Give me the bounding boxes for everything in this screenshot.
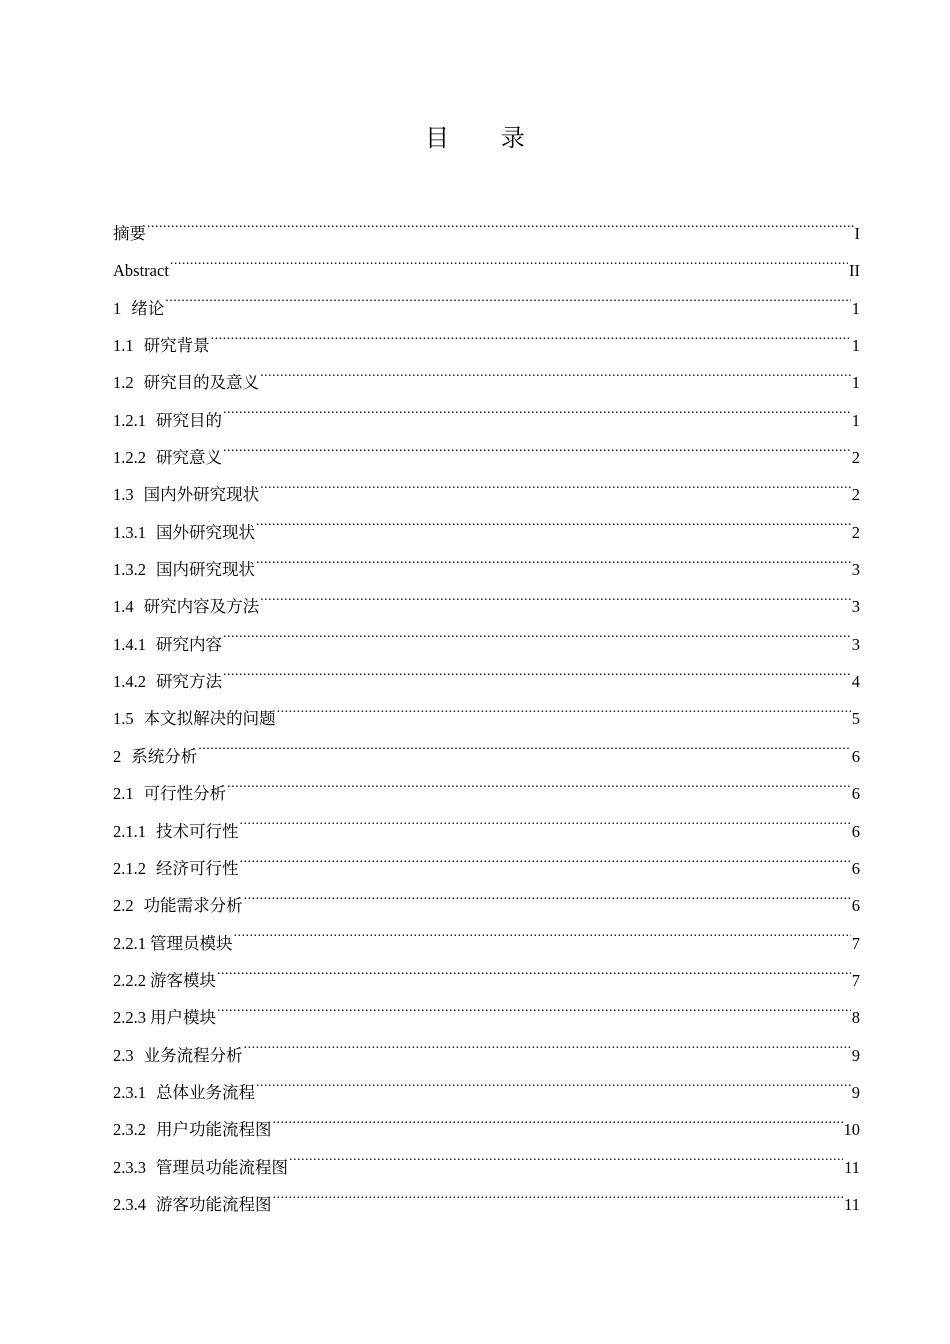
toc-entry-title: 管理员模块 xyxy=(150,933,233,953)
toc-entry[interactable] xyxy=(113,999,860,1036)
toc-entry[interactable] xyxy=(113,1037,860,1074)
toc-entry-title: 研究内容及方法 xyxy=(143,597,260,617)
toc-dot-leader xyxy=(217,970,851,986)
toc-entry[interactable] xyxy=(113,1149,860,1186)
toc-entry[interactable] xyxy=(113,327,860,364)
toc-dot-leader xyxy=(217,1007,851,1023)
toc-entry[interactable] xyxy=(113,626,860,663)
toc-entry-page: 1 xyxy=(851,336,860,356)
toc-entry[interactable] xyxy=(113,738,860,775)
toc-entry-page: 11 xyxy=(844,1157,860,1177)
toc-dot-leader xyxy=(170,260,848,276)
toc-entry-title: 研究方法 xyxy=(156,672,222,692)
toc-entry-page: 7 xyxy=(851,970,860,990)
toc-entry-page: I xyxy=(854,224,860,243)
toc-entry-number: 1.2.1 xyxy=(113,410,146,430)
toc-entry[interactable] xyxy=(113,476,860,513)
toc-entry-page: 2 xyxy=(851,485,860,505)
toc-dot-leader xyxy=(227,783,851,799)
toc-entry-title: 本文拟解决的问题 xyxy=(143,709,276,729)
toc-entry-title: 国内外研究现状 xyxy=(143,485,260,505)
toc-dot-leader xyxy=(240,858,851,874)
toc-entry-title: 研究背景 xyxy=(143,336,210,356)
toc-entry-number: 2.1 xyxy=(113,784,134,804)
toc-entry-title: 功能需求分析 xyxy=(143,896,243,916)
toc-entry-title: 用户功能流程图 xyxy=(156,1120,272,1140)
toc-dot-leader xyxy=(289,1157,843,1173)
toc-entry-page: 1 xyxy=(851,298,860,318)
toc-entry[interactable] xyxy=(113,439,860,476)
toc-entry-number: 2.2 xyxy=(113,896,134,916)
toc-entry-number: 1.4.1 xyxy=(113,634,146,654)
toc-entry[interactable] xyxy=(113,402,860,439)
toc-entry-number: 2.1.1 xyxy=(113,821,146,841)
toc-entry-title: 可行性分析 xyxy=(143,784,227,804)
toc-dot-leader xyxy=(273,1194,844,1210)
toc-entry-page: 9 xyxy=(851,1082,860,1102)
toc-entry[interactable] xyxy=(113,364,860,401)
toc-entry-number: 2.3.4 xyxy=(113,1194,146,1214)
toc-entry[interactable] xyxy=(113,962,860,999)
toc-entry-page: 1 xyxy=(851,410,860,430)
toc-dot-leader xyxy=(277,708,851,724)
toc-entry-page: 5 xyxy=(851,709,860,729)
toc-title: 目 录 xyxy=(425,124,547,152)
toc-dot-leader xyxy=(198,746,851,762)
toc-dot-leader xyxy=(256,522,851,538)
toc-entry-number: 1.4 xyxy=(113,597,134,617)
toc-entry-page: 3 xyxy=(851,597,860,617)
toc-entry-title: 绪论 xyxy=(131,298,165,318)
toc-entry-number: 1.3 xyxy=(113,485,134,505)
toc-entry-title: 总体业务流程 xyxy=(156,1082,255,1102)
toc-entry-page: 6 xyxy=(851,896,860,916)
toc-dot-leader xyxy=(260,484,851,500)
toc-entry[interactable] xyxy=(113,1186,860,1223)
toc-entry[interactable] xyxy=(113,551,860,588)
toc-entry-page: 2 xyxy=(851,522,860,542)
toc-dot-leader xyxy=(260,596,851,612)
toc-entry-page: II xyxy=(849,261,860,281)
toc-entry-number: 2 xyxy=(113,746,122,766)
toc-entry-page: 6 xyxy=(851,784,860,804)
toc-entry-page: 11 xyxy=(844,1194,860,1214)
toc-entry[interactable] xyxy=(113,1074,860,1111)
toc-entry-page: 9 xyxy=(851,1045,860,1065)
toc-entry-title: 游客模块 xyxy=(150,970,216,990)
toc-entry-number: 1.2 xyxy=(113,373,134,393)
toc-entry-number: 2.2.2 xyxy=(113,970,146,990)
toc-entry-number: 2.3.2 xyxy=(113,1120,146,1140)
toc-dot-leader xyxy=(256,559,851,575)
toc-entry-number: 1.3.2 xyxy=(113,560,146,580)
toc-entry[interactable] xyxy=(113,850,860,887)
toc-entry-title: 技术可行性 xyxy=(156,821,239,841)
toc-entry-number: 2.1.2 xyxy=(113,858,146,878)
toc-entry-page: 7 xyxy=(851,933,860,953)
toc-dot-leader xyxy=(223,447,851,463)
toc-entry-number: 1 xyxy=(113,298,122,318)
toc-dot-leader xyxy=(223,634,851,650)
toc-entry-title: 系统分析 xyxy=(131,746,198,766)
toc-entry-title: 经济可行性 xyxy=(156,858,239,878)
toc-dot-leader xyxy=(223,410,851,426)
toc-entry-title: 游客功能流程图 xyxy=(156,1194,272,1214)
toc-entry[interactable] xyxy=(113,663,860,700)
toc-entry-page: 6 xyxy=(851,821,860,841)
toc-entry-number: 2.2.3 xyxy=(113,1008,146,1028)
toc-entry-title: 国内研究现状 xyxy=(156,560,255,580)
toc-entry-page: 8 xyxy=(851,1008,860,1028)
toc-entry-title: 摘要 xyxy=(113,224,146,243)
toc-entry-title: 研究目的及意义 xyxy=(143,373,260,393)
toc-entry[interactable] xyxy=(113,775,860,812)
toc-dot-leader xyxy=(234,933,851,949)
toc-entry-page: 6 xyxy=(851,746,860,766)
toc-entry[interactable] xyxy=(113,514,860,551)
toc-entry-number: 2.3.1 xyxy=(113,1082,146,1102)
toc-dot-leader xyxy=(273,1119,843,1135)
toc-entry-page: 4 xyxy=(851,672,860,692)
toc-entry-title: 用户模块 xyxy=(150,1008,216,1028)
toc-dot-leader xyxy=(223,671,851,687)
toc-entry-title: 业务流程分析 xyxy=(143,1045,243,1065)
toc-entry-number: 2.2.1 xyxy=(113,933,146,953)
toc-entry[interactable] xyxy=(113,215,860,252)
toc-dot-leader xyxy=(211,335,851,351)
toc-entry[interactable] xyxy=(113,1111,860,1148)
toc-entry-number: 1.1 xyxy=(113,336,134,356)
toc-entry-number: 1.4.2 xyxy=(113,672,146,692)
toc-entry-number: 1.3.1 xyxy=(113,522,146,542)
toc-dot-leader xyxy=(244,1045,851,1061)
toc-entry[interactable] xyxy=(113,700,860,737)
toc-entry[interactable] xyxy=(113,813,860,850)
toc-entry-number: 2.3.3 xyxy=(113,1157,146,1177)
toc-entry-page: 6 xyxy=(851,858,860,878)
toc-entry-title: 国外研究现状 xyxy=(156,522,255,542)
toc-entry-page: 2 xyxy=(851,448,860,468)
toc-entry-title: 研究内容 xyxy=(156,634,222,654)
toc-entry-page: 1 xyxy=(851,373,860,393)
toc-entry-number: 2.3 xyxy=(113,1045,134,1065)
toc-entry[interactable] xyxy=(113,252,860,289)
toc-entry-title: Abstract xyxy=(113,261,169,281)
toc-entry-number: 1.2.2 xyxy=(113,448,146,468)
toc-list xyxy=(113,215,860,1223)
toc-entry[interactable] xyxy=(113,588,860,625)
toc-entry-page: 3 xyxy=(851,560,860,580)
toc-entry-number: 1.5 xyxy=(113,709,134,729)
toc-entry-title: 管理员功能流程图 xyxy=(156,1157,288,1177)
toc-entry[interactable] xyxy=(113,925,860,962)
toc-entry[interactable] xyxy=(113,887,860,924)
toc-entry-page: 3 xyxy=(851,634,860,654)
toc-dot-leader xyxy=(240,821,851,837)
toc-dot-leader xyxy=(244,895,851,911)
toc-dot-leader xyxy=(147,223,854,239)
toc-dot-leader xyxy=(165,298,851,314)
toc-entry-title: 研究意义 xyxy=(156,448,222,468)
toc-dot-leader xyxy=(256,1082,851,1098)
toc-entry-page: 10 xyxy=(843,1120,860,1140)
toc-dot-leader xyxy=(260,372,851,388)
toc-entry[interactable] xyxy=(113,290,860,327)
toc-entry-title: 研究目的 xyxy=(156,410,222,430)
